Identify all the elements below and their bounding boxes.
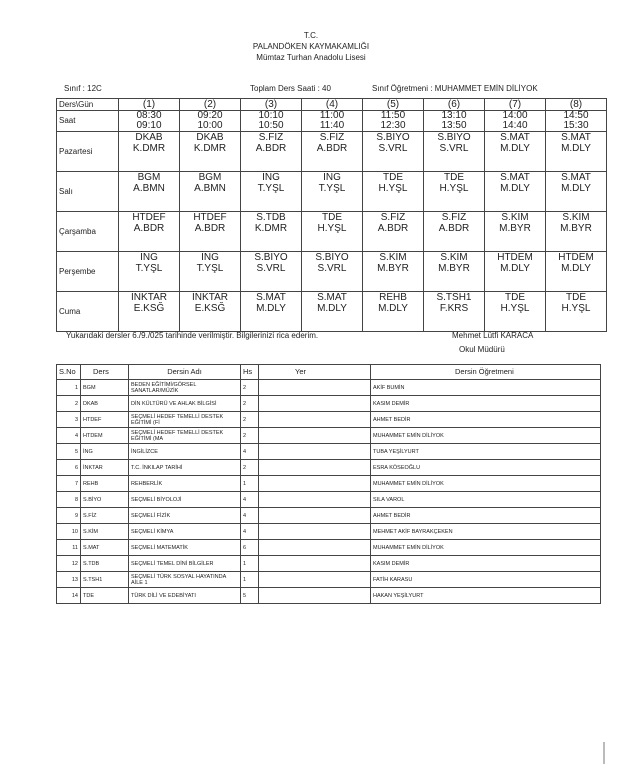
lesson-teacher: H.YŞL — [378, 183, 408, 194]
table-row — [57, 380, 601, 396]
lesson-teacher: M.DLY — [500, 183, 530, 194]
lesson-teacher: M.BYR — [377, 263, 409, 274]
course-hours: 1 — [241, 476, 259, 492]
lesson-cell — [485, 172, 546, 212]
lesson-code: S.KİM — [501, 212, 529, 223]
course-room — [259, 588, 371, 604]
course-list-table — [56, 364, 601, 604]
course-hours: 2 — [241, 380, 259, 396]
course-number: 1 — [57, 380, 81, 396]
lesson-cell — [241, 252, 302, 292]
lesson-code: S.MAT — [561, 172, 591, 183]
note-text: Yukarıdaki dersler 6./9./025 tarihinde verilmiştir. Bilgilerinizi rica ederim. — [66, 331, 319, 340]
header-line-governorship: PALANDÖKEN KAYMAKAMLIĞI — [252, 42, 370, 51]
course-room — [259, 476, 371, 492]
lesson-cell — [302, 212, 363, 252]
course-hours: 1 — [241, 556, 259, 572]
lesson-cell — [241, 292, 302, 332]
course-teacher: AHMET BEDİR — [371, 508, 601, 524]
course-name: DİN KÜLTÜRÜ VE AHLAK BİLGİSİ — [129, 396, 241, 412]
period-number: (1) — [119, 99, 180, 111]
table-row — [57, 588, 601, 604]
lesson-teacher: M.DLY — [378, 303, 408, 314]
lesson-code: DKAB — [135, 132, 163, 143]
table-row — [57, 412, 601, 428]
course-number: 7 — [57, 476, 81, 492]
course-hours: 6 — [241, 540, 259, 556]
lesson-code: İNG — [262, 172, 280, 183]
lesson-code: S.MAT — [317, 292, 347, 303]
course-room — [259, 428, 371, 444]
lesson-code: S.MAT — [500, 172, 530, 183]
table-row — [57, 556, 601, 572]
table-row — [57, 508, 601, 524]
lesson-teacher: A.BMN — [194, 183, 226, 194]
lesson-cell — [485, 132, 546, 172]
lesson-teacher: M.DLY — [256, 303, 286, 314]
course-room — [259, 524, 371, 540]
period-time — [424, 111, 485, 132]
lesson-code: S.MAT — [256, 292, 286, 303]
period-number: (7) — [485, 99, 546, 111]
period-number-row — [57, 99, 607, 111]
lesson-cell — [546, 132, 607, 172]
lesson-teacher: F.KRS — [439, 303, 469, 314]
course-code: S.MAT — [81, 540, 129, 556]
course-teacher: MUHAMMET EMİN DİLİYOK — [371, 428, 601, 444]
course-hours: 4 — [241, 508, 259, 524]
weekly-schedule-table — [56, 98, 607, 332]
day-name: Çarşamba — [57, 212, 119, 252]
lesson-code: S.BİYO — [376, 132, 410, 143]
header-ders-adi: Dersin Adı — [129, 365, 241, 380]
lesson-cell — [241, 172, 302, 212]
lesson-cell — [302, 132, 363, 172]
lesson-code: S.KİM — [562, 212, 590, 223]
lesson-cell — [424, 252, 485, 292]
course-hours: 2 — [241, 396, 259, 412]
day-name: Salı — [57, 172, 119, 212]
period-end: 15:30 — [563, 120, 589, 131]
course-hours: 4 — [241, 444, 259, 460]
course-name: SEÇMELİ TEMEL DİNİ BİLGİLER — [129, 556, 241, 572]
course-number: 11 — [57, 540, 81, 556]
course-code: HTDEF — [81, 412, 129, 428]
course-name: BEDEN EĞİTİMİ/GÖRSEL SANATLAR/MÜZİK — [129, 380, 241, 396]
lesson-teacher: H.YŞL — [500, 303, 530, 314]
course-code: S.KİM — [81, 524, 129, 540]
course-table-header — [57, 365, 601, 380]
lesson-code: İNG — [201, 252, 219, 263]
day-row — [57, 132, 607, 172]
lesson-cell — [424, 132, 485, 172]
day-row — [57, 292, 607, 332]
lesson-code: İNKTAR — [192, 292, 228, 303]
period-start: 11:50 — [380, 110, 406, 121]
course-name: SEÇMELİ HEDEF TEMELLİ DESTEK EĞİTİMİ (MA — [129, 428, 241, 444]
lesson-teacher: M.DLY — [500, 143, 530, 154]
day-name: Perşembe — [57, 252, 119, 292]
lesson-code: HTDEF — [132, 212, 166, 223]
lesson-code: HTDEF — [193, 212, 227, 223]
course-room — [259, 444, 371, 460]
lesson-cell — [424, 172, 485, 212]
course-teacher: MUHAMMET EMİN DİLİYOK — [371, 476, 601, 492]
lesson-teacher: H.YŞL — [317, 223, 347, 234]
course-name: SEÇMELİ KİMYA — [129, 524, 241, 540]
course-room — [259, 508, 371, 524]
time-row — [57, 111, 607, 132]
course-teacher: ESRA KÖSEOĞLU — [371, 460, 601, 476]
lesson-code: HTDEM — [497, 252, 533, 263]
period-number: (4) — [302, 99, 363, 111]
period-time — [302, 111, 363, 132]
lesson-cell — [180, 172, 241, 212]
saat-label: Saat — [57, 111, 119, 132]
lesson-cell — [546, 172, 607, 212]
course-code: S.BİYO — [81, 492, 129, 508]
table-row — [57, 460, 601, 476]
period-start: 14:00 — [502, 110, 528, 121]
lesson-code: BGM — [137, 172, 161, 183]
period-number: (5) — [363, 99, 424, 111]
lesson-teacher: K.DMR — [254, 223, 288, 234]
header-line-tc: T.C. — [303, 31, 319, 40]
lesson-code: REHB — [379, 292, 407, 303]
period-time — [180, 111, 241, 132]
lesson-cell — [363, 132, 424, 172]
course-number: 13 — [57, 572, 81, 588]
lesson-code: S.FİZ — [380, 212, 406, 223]
lesson-code: S.MAT — [500, 132, 530, 143]
course-code: BGM — [81, 380, 129, 396]
course-room — [259, 396, 371, 412]
course-teacher: TUBA YEŞİLYURT — [371, 444, 601, 460]
lesson-cell — [180, 132, 241, 172]
lesson-code: HTDEM — [558, 252, 594, 263]
lesson-teacher: M.BYR — [438, 263, 470, 274]
lesson-teacher: T.YŞL — [196, 263, 224, 274]
lesson-cell — [363, 172, 424, 212]
lesson-teacher: S.VRL — [317, 263, 347, 274]
course-number: 8 — [57, 492, 81, 508]
lesson-teacher: A.BMN — [133, 183, 165, 194]
course-name: SEÇMELİ FİZİK — [129, 508, 241, 524]
lesson-code: TDE — [566, 292, 586, 303]
period-end: 09:10 — [136, 120, 162, 131]
course-number: 6 — [57, 460, 81, 476]
day-name: Cuma — [57, 292, 119, 332]
course-hours: 4 — [241, 524, 259, 540]
course-code: S.FİZ — [81, 508, 129, 524]
course-name: SEÇMELİ HEDEF TEMELLİ DESTEK EĞİTİMİ (Fİ — [129, 412, 241, 428]
lesson-cell — [180, 292, 241, 332]
course-number: 3 — [57, 412, 81, 428]
lesson-cell — [241, 212, 302, 252]
period-end: 10:50 — [258, 120, 284, 131]
table-row — [57, 492, 601, 508]
day-row — [57, 172, 607, 212]
course-name: SEÇMELİ MATEMATİK — [129, 540, 241, 556]
course-hours: 1 — [241, 572, 259, 588]
course-name: REHBERLİK — [129, 476, 241, 492]
day-row — [57, 212, 607, 252]
course-number: 9 — [57, 508, 81, 524]
lesson-teacher: H.YŞL — [561, 303, 591, 314]
lesson-cell — [363, 212, 424, 252]
table-row — [57, 428, 601, 444]
lesson-teacher: M.DLY — [561, 143, 591, 154]
lesson-teacher: T.YŞL — [257, 183, 285, 194]
course-room — [259, 540, 371, 556]
course-hours: 2 — [241, 412, 259, 428]
period-time — [363, 111, 424, 132]
period-number: (2) — [180, 99, 241, 111]
course-teacher: KASIM DEMİR — [371, 396, 601, 412]
lesson-teacher: M.BYR — [560, 223, 592, 234]
page-edge-mark — [603, 742, 605, 764]
period-number: (8) — [546, 99, 607, 111]
lesson-teacher: T.YŞL — [318, 183, 346, 194]
lesson-teacher: A.BDR — [377, 223, 409, 234]
course-code: İNKTAR — [81, 460, 129, 476]
period-time — [119, 111, 180, 132]
period-start: 11:00 — [319, 110, 345, 121]
course-hours: 4 — [241, 492, 259, 508]
course-room — [259, 380, 371, 396]
lesson-cell — [241, 132, 302, 172]
lesson-cell — [180, 252, 241, 292]
lesson-code: S.FİZ — [319, 132, 345, 143]
lesson-teacher: S.VRL — [439, 143, 469, 154]
lesson-cell — [485, 252, 546, 292]
period-end: 11:40 — [319, 120, 345, 131]
period-end: 12:30 — [380, 120, 406, 131]
header-teacher: Dersin Öğretmeni — [371, 365, 601, 380]
lesson-cell — [119, 172, 180, 212]
lesson-cell — [119, 132, 180, 172]
lesson-teacher: M.DLY — [500, 263, 530, 274]
lesson-code: TDE — [322, 212, 342, 223]
header-ders: Ders — [81, 365, 129, 380]
lesson-cell — [363, 292, 424, 332]
table-row — [57, 524, 601, 540]
course-name: SEÇMELİ BİYOLOJİ — [129, 492, 241, 508]
course-hours: 2 — [241, 428, 259, 444]
lesson-cell — [302, 172, 363, 212]
period-end: 14:40 — [502, 120, 528, 131]
corner-cell: Ders\Gün — [57, 99, 119, 111]
lesson-code: S.FİZ — [258, 132, 284, 143]
period-time — [485, 111, 546, 132]
period-start: 08:30 — [136, 110, 162, 121]
lesson-code: S.MAT — [561, 132, 591, 143]
lesson-code: TDE — [505, 292, 525, 303]
course-teacher: AKİF BUMİN — [371, 380, 601, 396]
class-teacher-label: Sınıf Öğretmeni : MUHAMMET EMİN DİLİYOK — [372, 84, 538, 93]
period-end: 10:00 — [197, 120, 223, 131]
lesson-teacher: K.DMR — [132, 143, 166, 154]
lesson-cell — [546, 212, 607, 252]
course-code: İNG — [81, 444, 129, 460]
course-room — [259, 556, 371, 572]
period-start: 09:20 — [197, 110, 223, 121]
class-label: Sınıf : 12C — [64, 84, 102, 93]
lesson-code: BGM — [198, 172, 222, 183]
course-teacher: HAKAN YEŞİLYURT — [371, 588, 601, 604]
period-start: 13:10 — [441, 110, 467, 121]
lesson-code: S.FİZ — [441, 212, 467, 223]
course-room — [259, 572, 371, 588]
course-code: S.TDB — [81, 556, 129, 572]
lesson-code: S.BİYO — [254, 252, 288, 263]
lesson-cell — [119, 212, 180, 252]
period-start: 14:50 — [563, 110, 589, 121]
lesson-teacher: A.BDR — [255, 143, 287, 154]
course-number: 10 — [57, 524, 81, 540]
course-code: S.TSH1 — [81, 572, 129, 588]
course-teacher: SILA VAROL — [371, 492, 601, 508]
lesson-code: İNG — [140, 252, 158, 263]
principal-name: Mehmet Lütfi KARACA — [452, 331, 534, 340]
course-hours: 5 — [241, 588, 259, 604]
lesson-teacher: K.DMR — [193, 143, 227, 154]
table-row — [57, 540, 601, 556]
lesson-cell — [180, 212, 241, 252]
table-row — [57, 444, 601, 460]
lesson-cell — [363, 252, 424, 292]
day-row — [57, 252, 607, 292]
course-code: TDE — [81, 588, 129, 604]
header-sno: S.No — [57, 365, 81, 380]
lesson-cell — [424, 212, 485, 252]
period-end: 13:50 — [441, 120, 467, 131]
lesson-teacher: E.KSĞ — [133, 303, 165, 314]
header-yer: Yer — [259, 365, 371, 380]
lesson-code: TDE — [444, 172, 464, 183]
lesson-cell — [546, 292, 607, 332]
lesson-teacher: A.BDR — [438, 223, 470, 234]
period-time — [241, 111, 302, 132]
lesson-cell — [302, 292, 363, 332]
lesson-teacher: A.BDR — [316, 143, 348, 154]
lesson-teacher: M.BYR — [499, 223, 531, 234]
course-code: DKAB — [81, 396, 129, 412]
period-time — [546, 111, 607, 132]
lesson-code: S.TSH1 — [436, 292, 472, 303]
lesson-teacher: T.YŞL — [135, 263, 163, 274]
course-code: HTDEM — [81, 428, 129, 444]
lesson-cell — [119, 252, 180, 292]
course-name: İNGİLİZCE — [129, 444, 241, 460]
lesson-code: İNKTAR — [131, 292, 167, 303]
lesson-teacher: H.YŞL — [439, 183, 469, 194]
header-hs: Hs — [241, 365, 259, 380]
course-number: 5 — [57, 444, 81, 460]
lesson-code: İNG — [323, 172, 341, 183]
day-name: Pazartesi — [57, 132, 119, 172]
lesson-teacher: A.BDR — [194, 223, 226, 234]
course-name: TÜRK DİLİ VE EDEBİYATI — [129, 588, 241, 604]
total-hours-label: Toplam Ders Saati : 40 — [250, 84, 331, 93]
period-number: (3) — [241, 99, 302, 111]
lesson-code: S.KİM — [440, 252, 468, 263]
lesson-cell — [485, 212, 546, 252]
lesson-cell — [485, 292, 546, 332]
course-teacher: FATİH KARASU — [371, 572, 601, 588]
lesson-teacher: A.BDR — [133, 223, 165, 234]
course-hours: 2 — [241, 460, 259, 476]
course-teacher: MUHAMMET EMİN DİLİYOK — [371, 540, 601, 556]
lesson-code: S.KİM — [379, 252, 407, 263]
lesson-code: DKAB — [196, 132, 224, 143]
table-row — [57, 476, 601, 492]
lesson-cell — [119, 292, 180, 332]
lesson-cell — [546, 252, 607, 292]
lesson-teacher: M.DLY — [561, 263, 591, 274]
course-room — [259, 492, 371, 508]
course-room — [259, 412, 371, 428]
lesson-code: TDE — [383, 172, 403, 183]
lesson-teacher: M.DLY — [561, 183, 591, 194]
course-room — [259, 460, 371, 476]
lesson-cell — [424, 292, 485, 332]
course-number: 14 — [57, 588, 81, 604]
table-row — [57, 396, 601, 412]
lesson-code: S.BİYO — [315, 252, 349, 263]
header-line-school: Mümtaz Turhan Anadolu Lisesi — [256, 53, 366, 62]
course-code: REHB — [81, 476, 129, 492]
lesson-code: S.TDB — [256, 212, 286, 223]
table-row — [57, 572, 601, 588]
lesson-teacher: S.VRL — [256, 263, 286, 274]
course-teacher: MEHMET AKİF BAYRAKÇEKEN — [371, 524, 601, 540]
course-number: 4 — [57, 428, 81, 444]
principal-title: Okul Müdürü — [459, 345, 505, 354]
course-number: 12 — [57, 556, 81, 572]
course-teacher: AHMET BEDİR — [371, 412, 601, 428]
course-name: SEÇMELİ TÜRK SOSYAL HAYATINDA AİLE 1 — [129, 572, 241, 588]
lesson-cell — [302, 252, 363, 292]
period-start: 10:10 — [258, 110, 284, 121]
lesson-teacher: M.DLY — [317, 303, 347, 314]
period-number: (6) — [424, 99, 485, 111]
course-number: 2 — [57, 396, 81, 412]
course-teacher: KASIM DEMİR — [371, 556, 601, 572]
lesson-teacher: S.VRL — [378, 143, 408, 154]
lesson-code: S.BİYO — [437, 132, 471, 143]
course-name: T.C. İNKILAP TARİHİ — [129, 460, 241, 476]
lesson-teacher: E.KSĞ — [194, 303, 226, 314]
